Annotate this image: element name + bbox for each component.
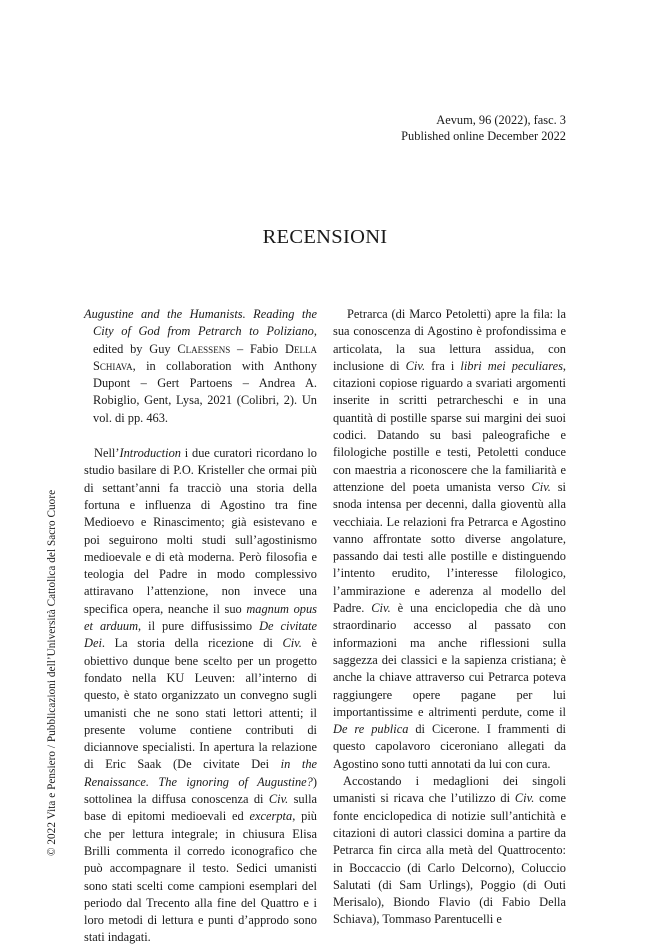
right-body-paragraph-2 [333, 773, 566, 929]
italic-run: De re publica [333, 722, 409, 737]
text-run: fra i [425, 358, 461, 373]
text-run: come fonte enciclopedica di notizie sull’antichità e citazioni di autori classici domina a partire da Petrarca fin circa alla metà del Quattrocento: in Boccaccio (di Carlo Delcorno), Coluccio Salutati (di Sam Urlings), Poggio (di Outi Merisalo), Biondo Flavio (di Fabio Della Schiava), Tommaso Parentucelli e [333, 791, 566, 927]
citation-separator: – Fabio [230, 341, 286, 356]
text-run: ) sottolinea la diffusa conoscenza di [84, 774, 317, 807]
text-run: si snoda intensa per decenni, dalla gioventù alla vecchiaia. Le relazioni fra Petrarca e Agostino vanno affrontate sotto diverse angolature, passando dai testi alle postille e distinguendo l’intento erudito, l’interesse filologico, l’ammirazione e aderenza al modello del Padre. [333, 479, 566, 616]
editor1-surname: Claessens [177, 341, 231, 356]
italic-run: libri mei peculiares [460, 358, 563, 373]
copyright-sidebar: © 2022 Vita e Pensiero / Pubblicazioni dell’Università Cattolica del Sacro Cuore [46, 489, 58, 856]
italic-run: magnum opus et arduum [84, 601, 317, 634]
text-run: sulla base di epitomi medioevali ed [84, 792, 318, 824]
section-title: RECENSIONI [262, 226, 388, 248]
text-run: Accostando i medaglioni dei singoli umanisti si ricava che l’utilizzo di [333, 774, 566, 806]
text-run: è una enciclopedia che dà uno straordinario accesso al passato con informazioni ma anche riflessioni sulla saggezza dei classici e la sapienza cristiana; è anche la chiave attraverso cui Petrarca poteva raggiungere opere pagane per lui importantissime e altrimenti perdute, come il [333, 601, 566, 719]
text-run: è obiettivo dunque bene scelto per un progetto fondato nella KU Leuven: all’interno di questo, è stato organizzato un convegno sugli umanisti che ne sono stati lettori attenti; il presente volume contiene contributi di diciannove specialisti. In apertura la relazione di Eric Saak (De civitate Dei [84, 636, 317, 772]
journal-header [401, 112, 566, 144]
text-run: , citazioni copiose riguardo a svariati argomenti inserite in scritti petrarcheschi e in una quantità di postille sparse sui margini dei suoi codici. Datando su basi paleografiche e filologiche postille e testi, Petoletti conduce con maestria a riconoscere che la familiarità e attenzione del poeta umanista verso [333, 358, 566, 494]
italic-run: Civ. [405, 358, 426, 373]
italic-run: Introduction [119, 446, 181, 461]
left-column [84, 306, 317, 947]
publication-date-line: Published online December 2022 [401, 129, 566, 143]
text-run: . La storia della ricezione di [101, 636, 283, 651]
citation-edited-by: , edited by Guy [93, 324, 317, 356]
italic-run: Civ. [531, 479, 551, 494]
italic-run: Civ. [371, 601, 391, 616]
italic-run: Civ. [268, 792, 289, 807]
text-run: , più che per lettura integrale; in chiusura Elisa Brilli commenta il corredo iconografico che può accompagnare il testo. Sedici umanisti sono stati scelti come campioni esemplari del periodo dal Trecento alla fine del Quattro e i loro metodi di lettura e punti d’approdo sono stati indagati. [84, 809, 317, 945]
right-column [333, 306, 566, 929]
italic-run: in the Renaissance. The ignoring of Augustine? [84, 757, 318, 789]
text-run: , il pure diffusissimo [138, 619, 260, 634]
text-run: Nell’ [94, 446, 120, 461]
right-body-paragraph-1 [333, 306, 566, 773]
book-title: Augustine and the Humanists. Reading the City of God from Petrarch to Poliziano [84, 307, 317, 339]
italic-run: Civ. [282, 636, 302, 651]
text-run: di Cicerone. I frammenti di questo capolavoro ciceroniano allegati da Agostino sono tutti annotati da lui con cura. [333, 722, 566, 771]
citation-rest: , in collaboration with Anthony Dupont – Gert Partoens – Andrea A. Robiglio, Gent, Lysa, 2021 (Colibri, 2). Un vol. di pp. 463. [93, 358, 317, 425]
journal-issue-line: Aevum, 96 (2022), fasc. 3 [436, 113, 566, 127]
editor2-surname: Della Schiava [93, 341, 317, 373]
text-run: Petrarca (di Marco Petoletti) apre la fila: la sua conoscenza di Agostino è profondissima e articolata, la sua lettura assidua, con inclusione di [333, 307, 566, 373]
review-citation [84, 306, 317, 427]
left-body-paragraph [84, 445, 317, 947]
italic-run: excerpta [249, 809, 293, 824]
text-run: i due curatori ricordano lo studio basilare di P.O. Kristeller che ormai più di settant’anni fa tracciò una storia della fortuna e influenza di Agostino tra fine Medioevo e Rinascimento; già esistevano e poi seguirono molti studi sull’agostinismo medioevale e di età moderna. Però filosofia e teologia del Padre in modo complessivo attiravano l’attenzione, non invece una specifica opera, neanche il suo [84, 446, 317, 616]
italic-run: Civ. [514, 791, 535, 806]
italic-run: De civitate Dei [84, 619, 318, 651]
